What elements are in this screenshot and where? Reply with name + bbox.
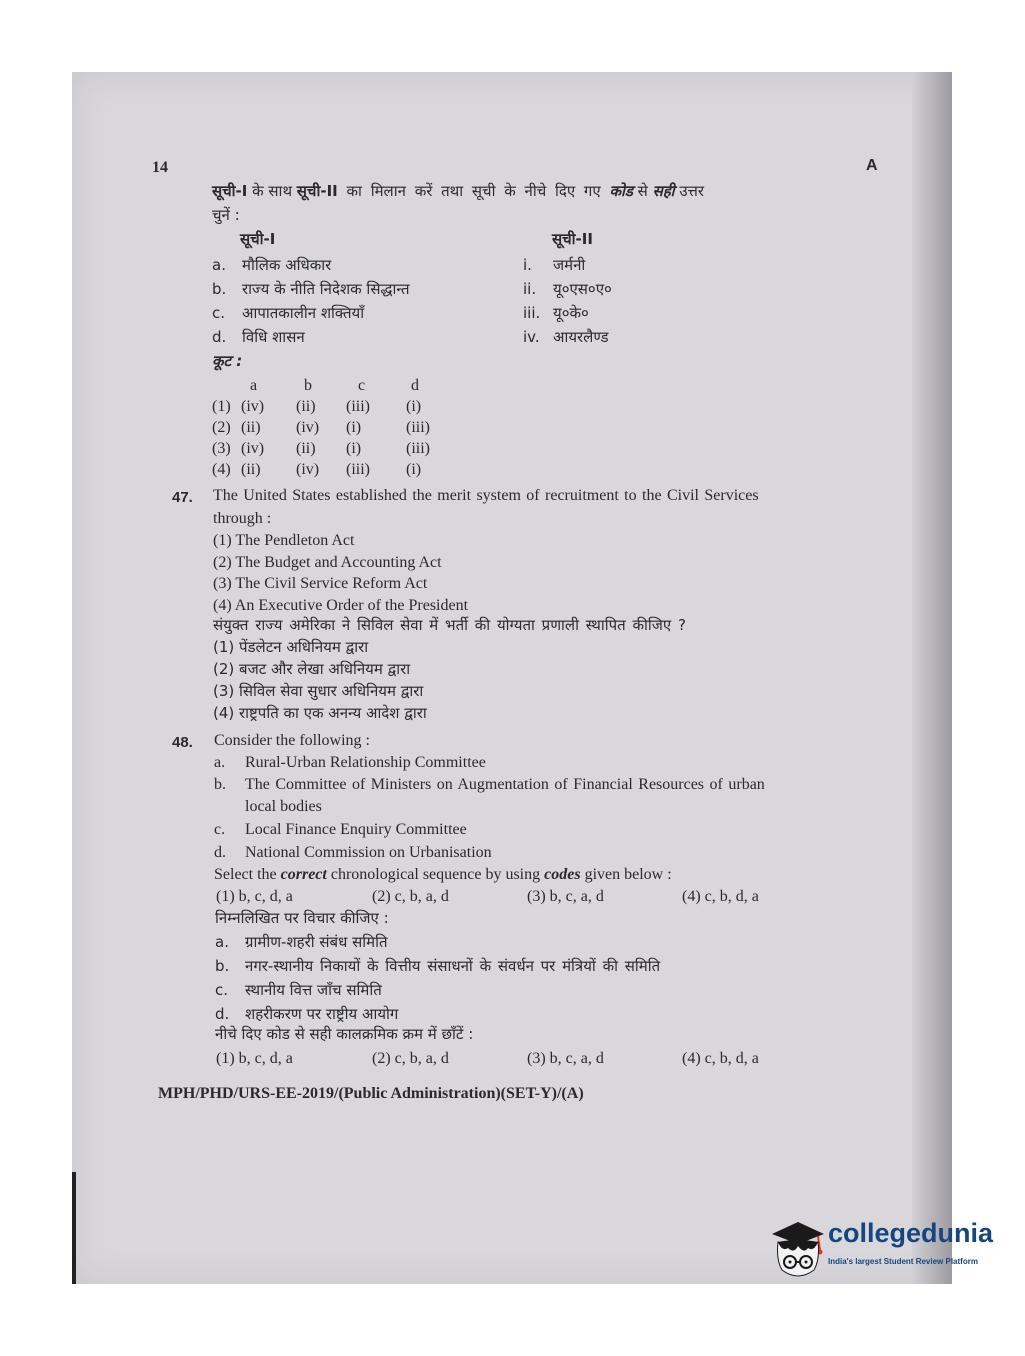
brand-name: collegedunia <box>828 1218 994 1248</box>
q47-stem: The United States established the merit system of recruitment to the Civil Services <box>213 487 759 504</box>
q48-number: 48. <box>172 734 193 751</box>
collegedunia-logo <box>768 1212 998 1312</box>
q47-option: (2) The Budget and Accounting Act <box>213 554 442 571</box>
codes-emphasis: codes <box>544 866 581 883</box>
list2-item: iv. आयरलैण्ड <box>523 328 609 346</box>
q47-number: 47. <box>172 489 193 506</box>
list1-item: c. आपातकालीन शक्तियाँ <box>212 304 365 322</box>
mascot-icon <box>768 1212 826 1292</box>
list2-title: सूची-II <box>552 230 593 248</box>
page-edge-shadow <box>912 72 952 1284</box>
q48-select-hindi: नीचे दिए कोड से सही कालक्रमिक क्रम में छाँटें : <box>215 1025 474 1043</box>
q48-option: (1) b, c, d, a <box>216 888 293 905</box>
q47-option-hindi: (1) पेंडलेटन अधिनियम द्वारा <box>213 638 369 656</box>
q47-option: (3) The Civil Service Reform Act <box>213 575 428 592</box>
q46-instruction-line2: चुनें : <box>212 206 240 224</box>
q47-option-hindi: (4) राष्ट्रपति का एक अनन्य आदेश द्वारा <box>213 704 427 722</box>
q47-stem-hindi: संयुक्त राज्य अमेरिका ने सिविल सेवा में भर्ती की योग्यता प्रणाली स्थापित कीजिए ? <box>213 616 686 634</box>
q48-item-hindi: c. स्थानीय वित्त जाँच समिति <box>215 981 382 999</box>
q48-item-hindi: a. ग्रामीण-शहरी संबंध समिति <box>215 933 388 951</box>
list1-item: d. विधि शासन <box>212 328 305 346</box>
set-code: A <box>866 157 878 174</box>
code-emphasis: कोड <box>609 182 633 200</box>
q47-option: (1) The Pendleton Act <box>213 532 355 549</box>
text-fragment: का मिलान करें तथा सूची के नीचे दिए गए <box>337 182 610 200</box>
q48-item: b. The Committee of Ministers on Augmentation of Financial Resources of urban <box>214 776 765 793</box>
codes-label: कूट : <box>212 352 243 370</box>
list1-item: a. मौलिक अधिकार <box>212 256 332 274</box>
list1-ref: सूची-I <box>212 182 248 200</box>
q47-option-hindi: (2) बजट और लेखा अधिनियम द्वारा <box>213 660 411 678</box>
q48-option: (4) c, b, d, a <box>682 888 759 905</box>
code-header: b <box>304 377 312 394</box>
q48-option-hindi: (3) b, c, a, d <box>527 1050 604 1067</box>
q48-item: c. Local Finance Enquiry Committee <box>214 821 467 838</box>
q48-option-hindi: (1) b, c, d, a <box>216 1050 293 1067</box>
list2-ref: सूची-II <box>296 182 338 200</box>
q48-item: a. Rural-Urban Relationship Committee <box>214 754 486 771</box>
q48-select-instruction: Select the correct chronological sequence by using codes given below : <box>214 866 672 883</box>
list1-title: सूची-I <box>240 230 276 248</box>
q48-option: (3) b, c, a, d <box>527 888 604 905</box>
list2-item: iii. यू०के० <box>523 304 589 322</box>
correct-emphasis: correct <box>280 866 327 883</box>
q48-stem-hindi: निम्नलिखित पर विचार कीजिए : <box>215 909 389 927</box>
q46-instruction-line1 <box>212 182 704 202</box>
code-header: d <box>411 377 419 394</box>
list2-item: i. जर्मनी <box>523 256 586 274</box>
list2-item: ii. यू०एस०ए० <box>523 280 612 298</box>
q48-item-hindi: b. नगर-स्थानीय निकायों के वित्तीय संसाधनों के संवर्धन पर मंत्रियों की समिति <box>215 957 661 975</box>
q48-stem: Consider the following : <box>214 732 370 749</box>
q48-option-hindi: (4) c, b, d, a <box>682 1050 759 1067</box>
brand-tagline: India's largest Student Review Platform <box>828 1257 978 1266</box>
text-fragment: उत्तर <box>674 182 705 200</box>
code-header: c <box>358 377 366 394</box>
q47-option-hindi: (3) सिविल सेवा सुधार अधिनियम द्वारा <box>213 682 424 700</box>
q48-item-hindi: d. शहरीकरण पर राष्ट्रीय आयोग <box>215 1005 399 1023</box>
code-header: a <box>250 377 258 394</box>
correct-emphasis: सही <box>652 182 675 200</box>
text-fragment: के साथ <box>247 182 297 200</box>
q48-item: d. National Commission on Urbanisation <box>214 844 492 861</box>
page-number: 14 <box>152 159 168 176</box>
page-edge-left <box>72 1172 76 1284</box>
q47-option: (4) An Executive Order of the President <box>213 597 469 614</box>
q48-option-hindi: (2) c, b, a, d <box>372 1050 449 1067</box>
text-fragment: से <box>632 182 653 200</box>
list1-item: b. राज्य के नीति निदेशक सिद्धान्त <box>212 280 410 298</box>
page-footer: MPH/PHD/URS-EE-2019/(Public Administration)(SET-Y)/(A) <box>158 1085 584 1102</box>
q47-stem: through : <box>213 510 272 527</box>
q48-option: (2) c, b, a, d <box>372 888 449 905</box>
q48-item-continuation: local bodies <box>245 798 322 815</box>
